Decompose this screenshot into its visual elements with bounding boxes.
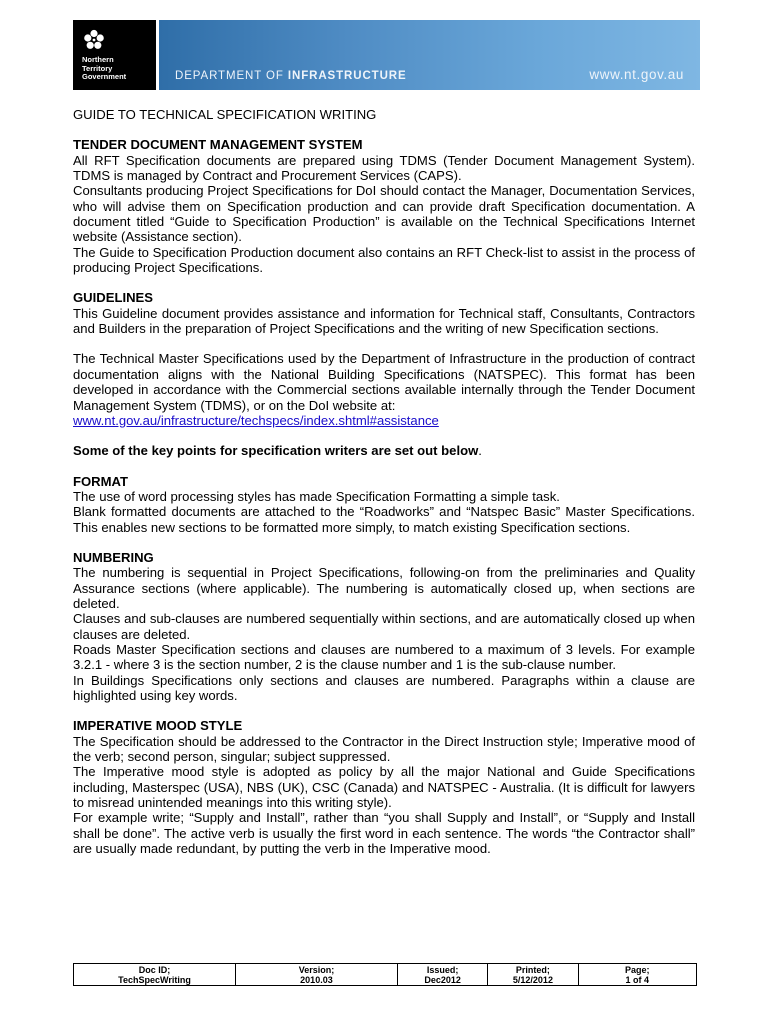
paragraph: For example write; “Supply and Install”, rather than “you shall Supply and Install”, or “Supply and Install shall be done”. The active verb is usually the first word in each sentence. The words “the Contractor shall” are usually made redundant, by putting the verb in the Imperative mood. bbox=[73, 810, 695, 857]
paragraph: The Technical Master Specifications used by the Department of Infrastructure in the production of contract documentation aligns with the National Building Specifications (NATSPEC). This format has been developed in accordance with the Commercial sections available internally through the Tender Document Management System (TDMS), or on the DoI website at: bbox=[73, 351, 695, 413]
paragraph: Blank formatted documents are attached to the “Roadworks” and “Natspec Basic” Master Specifications. This enables new sections to be formatted more simply, to match existing Specification sections. bbox=[73, 504, 695, 535]
paragraph: This Guideline document provides assistance and information for Technical staff, Consultants, Contractors and Builders in the preparation of Project Specifications and the writing of new Specification sections. bbox=[73, 305, 695, 337]
document-footer-table bbox=[73, 963, 697, 986]
footer-value: 5/12/2012 bbox=[512, 974, 553, 985]
key-points-line: Some of the key points for specification writers are set out below. bbox=[73, 443, 482, 459]
assistance-link[interactable]: www.nt.gov.au/infrastructure/techspecs/index.shtml#assistance bbox=[73, 412, 439, 428]
section-heading-guidelines: GUIDELINES bbox=[73, 290, 154, 306]
section-heading-imperative: IMPERATIVE MOOD STYLE bbox=[73, 718, 243, 734]
paragraph: The Specification should be addressed to the Contractor in the Direct Instruction style; Imperative mood of the verb; second person, singular; subject suppressed. bbox=[73, 733, 695, 765]
paragraph: The Guide to Specification Production document also contains an RFT Check-list to assist in the process of producing Project Specifications. bbox=[73, 244, 695, 276]
footer-value: TechSpecWriting bbox=[118, 974, 191, 985]
footer-cell-page bbox=[578, 964, 696, 986]
footer-value: 2010.03 bbox=[300, 974, 333, 985]
key-points-text: Some of the key points for specification writers are set out below bbox=[73, 443, 479, 459]
department-prefix: DEPARTMENT OF bbox=[175, 70, 288, 82]
paragraph: All RFT Specification documents are prepared using TDMS (Tender Document Management System). TDMS is managed by Contract and Procurement Services (CAPS). bbox=[73, 152, 695, 184]
paragraph: The use of word processing styles has made Specification Formatting a simple task. bbox=[73, 488, 560, 504]
footer-label: Version; bbox=[298, 964, 335, 975]
footer-cell-version bbox=[235, 964, 397, 986]
footer-value: Dec2012 bbox=[424, 974, 461, 985]
logo-text bbox=[82, 56, 126, 82]
department-bold: INFRASTRUCTURE bbox=[287, 70, 407, 82]
footer-label: Issued; bbox=[426, 964, 459, 975]
logo-line: Government bbox=[82, 72, 127, 81]
footer-cell-doc-id bbox=[74, 964, 236, 986]
paragraph: The numbering is sequential in Project Specifications, following-on from the preliminaries and Quality Assurance sections (where applicable). The numbering is automatically closed up, when sections are deleted. bbox=[73, 565, 695, 611]
logo-line: Northern bbox=[82, 55, 114, 64]
paragraph: Clauses and sub-clauses are numbered sequentially within sections, and are automatically closed up when clauses are deleted. bbox=[73, 611, 695, 642]
department-banner bbox=[159, 20, 700, 90]
page-header bbox=[73, 20, 700, 90]
document-body bbox=[73, 107, 695, 856]
paragraph: In Buildings Specifications only sections and clauses are numbered. Paragraphs within a clause are highlighted using key words. bbox=[73, 672, 695, 703]
section-heading-tdms: TENDER DOCUMENT MANAGEMENT SYSTEM bbox=[73, 137, 363, 153]
section-heading-format: FORMAT bbox=[73, 473, 129, 489]
paragraph: Consultants producing Project Specifications for DoI should contact the Manager, Documentation Services, who will advise them on Specification production and can provide draft Specification documentation. A document titled “Guide to Specification Production” is available on the Technical Specifications Internet website (Assistance section). bbox=[73, 183, 695, 245]
footer-cell-issued bbox=[397, 964, 487, 986]
link-paragraph bbox=[73, 413, 695, 428]
nt-government-logo bbox=[73, 20, 156, 90]
footer-label: Page; bbox=[625, 964, 650, 975]
website-url: www.nt.gov.au bbox=[589, 67, 684, 82]
footer-label: Printed; bbox=[515, 964, 550, 975]
paragraph: Roads Master Specification sections and clauses are numbered to a maximum of 3 levels. For example 3.2.1 - where 3 is the section number, 2 is the clause number and 1 is the sub-clause number. bbox=[73, 641, 695, 673]
footer-value: 1 of 4 bbox=[625, 974, 650, 985]
footer-label: Doc ID; bbox=[138, 964, 171, 975]
section-heading-numbering: NUMBERING bbox=[73, 549, 154, 565]
footer-cell-printed bbox=[488, 964, 578, 986]
department-name bbox=[175, 70, 407, 82]
document-title: GUIDE TO TECHNICAL SPECIFICATION WRITING bbox=[73, 107, 377, 122]
logo-line: Territory bbox=[82, 63, 113, 73]
desert-rose-icon bbox=[83, 29, 105, 51]
paragraph: The Imperative mood style is adopted as policy by all the major National and Guide Specifications including, Masterspec (USA), NBS (UK), CSC (Canada) and NATSPEC - Australia. (It is difficult for lawyers to misread unintended meanings into this writing style). bbox=[73, 764, 695, 811]
